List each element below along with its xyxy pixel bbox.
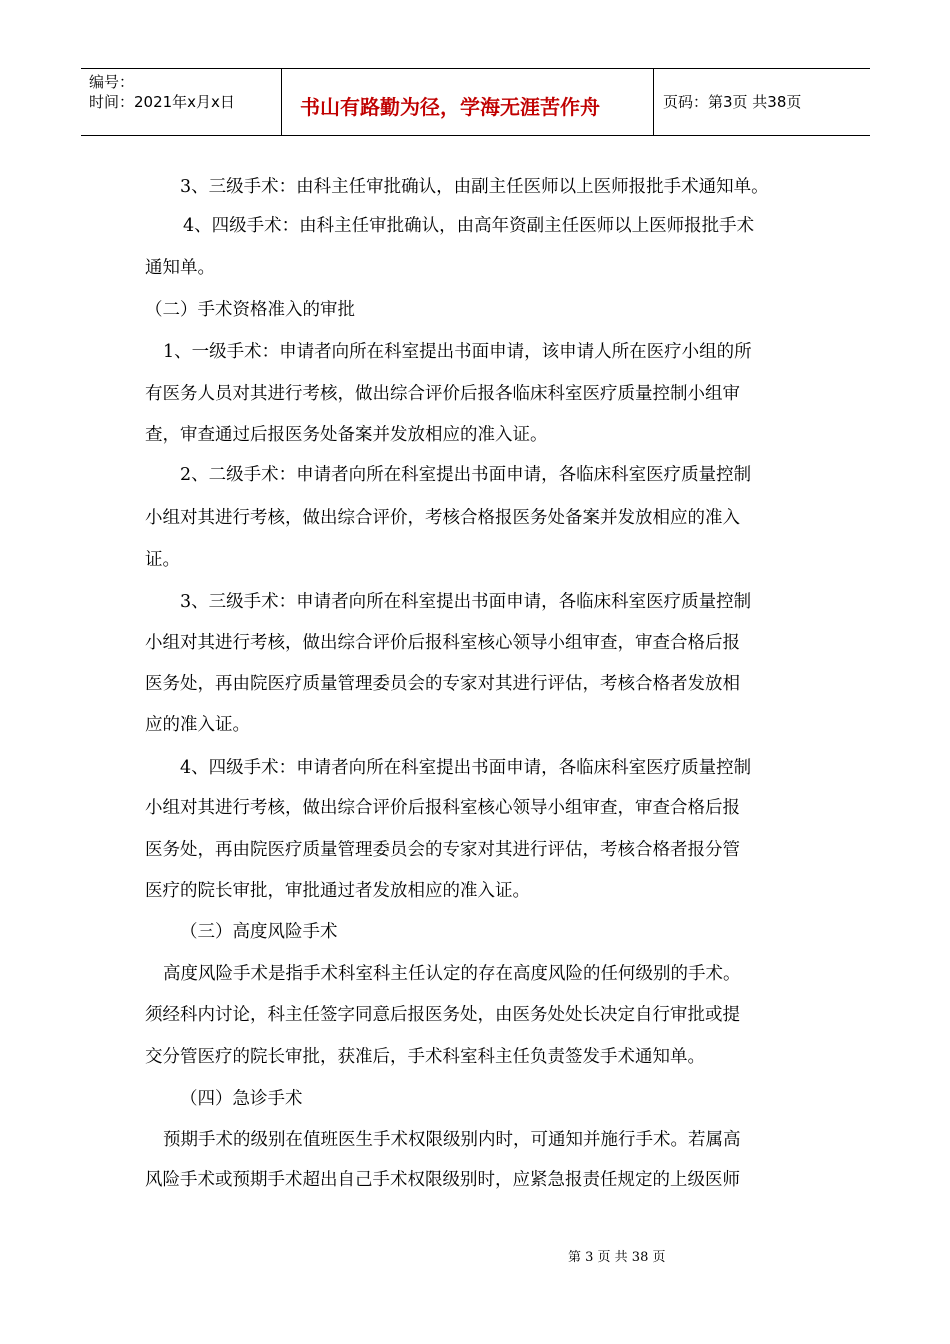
text-line: 高度风险手术是指手术科室科主任认定的存在高度风险的任何级别的手术。 <box>163 964 741 984</box>
document-time-label: 时间：2021年x月x日 <box>89 93 235 111</box>
document-number-label: 编号： <box>89 73 135 91</box>
header-motto: 书山有路勤为径，学海无涯苦作舟 <box>300 95 600 119</box>
header-page-info: 页码：第3页 共38页 <box>663 93 802 111</box>
text-line: 2、二级手术：申请者向所在科室提出书面申请，各临床科室医疗质量控制 <box>180 465 752 485</box>
text-line: 4、四级手术：申请者向所在科室提出书面申请，各临床科室医疗质量控制 <box>180 758 752 778</box>
text-line: 交分管医疗的院长审批，获准后，手术科室科主任负责签发手术通知单。 <box>145 1047 705 1067</box>
section-heading: （四）急诊手术 <box>180 1089 303 1109</box>
text-line: 3、三级手术：申请者向所在科室提出书面申请，各临床科室医疗质量控制 <box>180 592 752 612</box>
text-line: 小组对其进行考核，做出综合评价后报科室核心领导小组审查，审查合格后报 <box>145 798 740 818</box>
text-line: 医务处，再由院医疗质量管理委员会的专家对其进行评估，考核合格者发放相 <box>145 674 740 694</box>
header-motto-cell <box>282 69 654 135</box>
page-header <box>81 68 870 136</box>
text-line: 小组对其进行考核，做出综合评价，考核合格报医务处备案并发放相应的准入 <box>145 508 740 528</box>
text-line: 小组对其进行考核，做出综合评价后报科室核心领导小组审查，审查合格后报 <box>145 633 740 653</box>
text-line: 1、一级手术：申请者向所在科室提出书面申请，该申请人所在医疗小组的所 <box>163 342 752 362</box>
text-line: 应的准入证。 <box>145 715 250 735</box>
text-line: 有医务人员对其进行考核，做出综合评价后报各临床科室医疗质量控制小组审 <box>145 384 740 404</box>
text-line: 医务处，再由院医疗质量管理委员会的专家对其进行评估，考核合格者报分管 <box>145 840 740 860</box>
text-line: 查，审查通过后报医务处备案并发放相应的准入证。 <box>145 425 548 445</box>
text-line: 风险手术或预期手术超出自己手术权限级别时，应紧急报责任规定的上级医师 <box>145 1170 740 1190</box>
section-heading: （二）手术资格准入的审批 <box>145 300 355 320</box>
text-line: 证。 <box>145 550 180 570</box>
text-line: 3、三级手术：由科主任审批确认，由副主任医师以上医师报批手术通知单。 <box>180 177 769 197</box>
header-meta <box>81 69 282 135</box>
text-line: 须经科内讨论，科主任签字同意后报医务处，由医务处处长决定自行审批或提 <box>145 1005 740 1025</box>
text-line: 4、四级手术：由科主任审批确认，由高年资副主任医师以上医师报批手术 <box>183 216 755 236</box>
text-line: 通知单。 <box>145 258 215 278</box>
page-footer: 第 3 页 共 38 页 <box>568 1250 666 1265</box>
section-heading: （三）高度风险手术 <box>180 922 338 942</box>
text-line: 医疗的院长审批，审批通过者发放相应的准入证。 <box>145 881 530 901</box>
text-line: 预期手术的级别在值班医生手术权限级别内时，可通知并施行手术。若属高 <box>163 1130 741 1150</box>
